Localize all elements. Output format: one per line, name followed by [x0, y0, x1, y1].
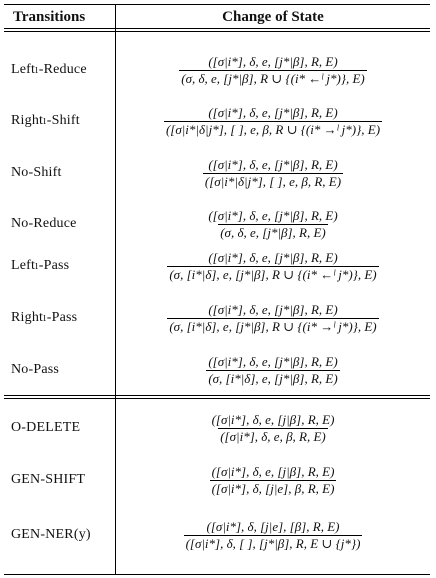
table-row [4, 300, 430, 336]
table-row [4, 103, 430, 139]
transition-name: Rightₗ-Shift [11, 113, 80, 128]
transition-name: O-DELETE [11, 420, 81, 435]
header-change-of-state: Change of State [222, 9, 324, 25]
fraction-numerator: ([σ|i*], δ, e, [j*|β], R, E) [208, 104, 338, 120]
transition-name: No-Shift [11, 165, 62, 180]
fraction-numerator: ([σ|i*], δ, e, [j*|β], R, E) [208, 353, 338, 369]
table-row [4, 206, 430, 242]
fraction-denominator: (σ, [i*|δ], e, [j*|β], R ∪ {(i* →ˡ j*)}, E) [169, 318, 377, 334]
table-row [4, 462, 430, 498]
table-row [4, 352, 430, 388]
state-change-fraction [116, 517, 430, 553]
fraction-denominator: ([σ|i*|δ|j*], [ ], e, β, R, E) [204, 173, 342, 189]
fraction-denominator: ([σ|i*], δ, [ ], [j*|β], R, E ∪ {j*}) [185, 535, 361, 551]
transition-name: GEN-NER(y) [11, 527, 91, 542]
fraction-numerator: ([σ|i*], δ, e, [j|β], R, E) [211, 411, 335, 427]
header-double-rule [4, 31, 430, 32]
fraction-denominator: ([σ|i*|δ|j*], [ ], e, β, R ∪ {(i* →ˡ j*)}, E) [165, 121, 381, 137]
fraction-numerator: ([σ|i*], δ, e, [j|β], R, E) [211, 463, 335, 479]
fraction-denominator: (σ, [i*|δ], e, [j*|β], R ∪ {(i* ←ˡ j*)}, E) [169, 266, 377, 282]
table-row [4, 248, 430, 284]
fraction-denominator: (σ, δ, e, [j*|β], R ∪ {(i* ←ˡ j*)}, E) [181, 70, 365, 86]
state-change-fraction [116, 206, 430, 242]
fraction-numerator: ([σ|i*], δ, e, [j*|β], R, E) [208, 156, 338, 172]
transition-name: Rightₗ-Pass [11, 310, 78, 325]
transition-name: GEN-SHIFT [11, 472, 86, 487]
state-change-fraction [116, 52, 430, 88]
state-change-fraction [116, 155, 430, 191]
fraction-numerator: ([σ|i*], δ, e, [j*|β], R, E) [208, 207, 338, 223]
fraction-denominator: (σ, δ, e, [j*|β], R, E) [220, 224, 326, 240]
table-row [4, 52, 430, 88]
transition-name: Leftₗ-Pass [11, 258, 70, 273]
state-change-fraction [116, 352, 430, 388]
fraction-numerator: ([σ|i*], δ, [j|e], [β], R, E) [206, 518, 340, 534]
fraction-numerator: ([σ|i*], δ, e, [j*|β], R, E) [208, 53, 338, 69]
section-double-rule [4, 398, 430, 399]
transition-table [4, 4, 430, 575]
fraction-numerator: ([σ|i*], δ, e, [j*|β], R, E) [208, 249, 338, 265]
header-rule [4, 28, 430, 29]
table-row [4, 410, 430, 446]
fraction-denominator: ([σ|i*], δ, [j|e], β, R, E) [211, 480, 335, 496]
table-row [4, 155, 430, 191]
transition-name: Leftₗ-Reduce [11, 62, 87, 77]
fraction-numerator: ([σ|i*], δ, e, [j*|β], R, E) [208, 301, 338, 317]
transition-name: No-Reduce [11, 216, 77, 231]
section-rule [4, 395, 430, 396]
state-change-fraction [116, 462, 430, 498]
header-transitions: Transitions [13, 9, 86, 25]
transition-name: No-Pass [11, 362, 60, 377]
fraction-denominator: (σ, [i*|δ], e, [j*|β], R, E) [208, 370, 338, 386]
state-change-fraction [116, 410, 430, 446]
table-row [4, 517, 430, 553]
state-change-fraction [116, 300, 430, 336]
state-change-fraction [116, 248, 430, 284]
state-change-fraction [116, 103, 430, 139]
fraction-denominator: ([σ|i*], δ, e, β, R, E) [220, 428, 326, 444]
